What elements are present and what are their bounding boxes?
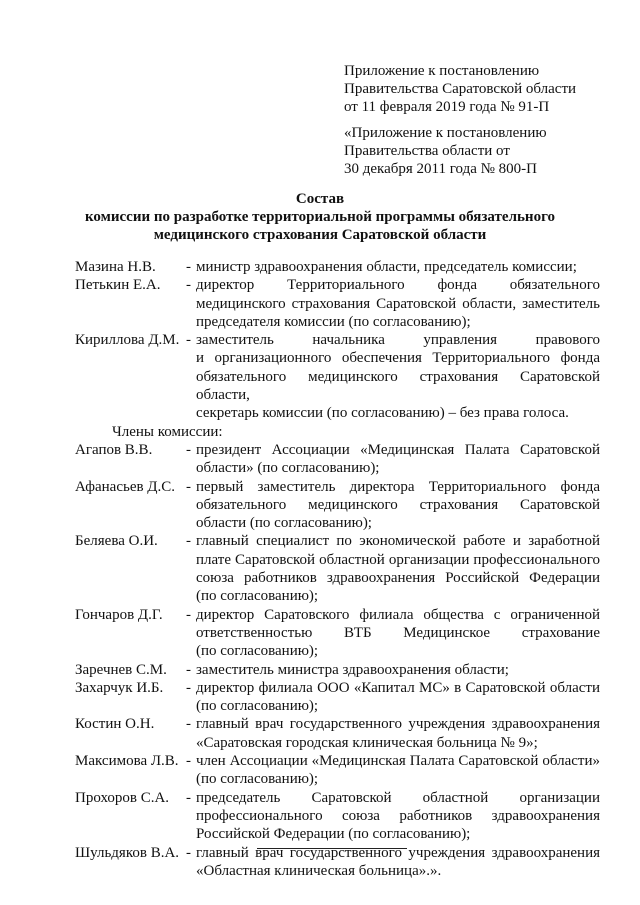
quote-line: Правительства области от <box>344 143 510 159</box>
description-line: профессионального союза работников здравоохранения <box>196 807 600 824</box>
description-line: секретарь комиссии (по согласованию) – без права голоса. <box>196 405 569 422</box>
commission-member-row <box>75 715 600 752</box>
member-dash: - <box>186 277 191 294</box>
member-description <box>196 606 600 661</box>
commission-member-row <box>75 478 600 533</box>
appendix-line: Правительства Саратовской области <box>344 81 577 97</box>
commission-member-row <box>75 441 600 478</box>
member-dash: - <box>186 716 191 733</box>
commission-member-row <box>75 661 600 679</box>
members-list <box>75 441 600 880</box>
member-description <box>196 661 600 679</box>
appendix-line: от 11 февраля 2019 года № 91-П <box>344 99 550 115</box>
commission-member-row <box>75 679 600 716</box>
description-line: «Саратовская городская клиническая больница № 9»; <box>196 734 538 751</box>
description-line: директор филиала ООО «Капитал МС» в Саратовской области <box>196 679 600 696</box>
commission-member-row <box>75 258 600 276</box>
commission-member-row <box>75 331 600 422</box>
appendix-line: Приложение к постановлению <box>344 63 540 79</box>
commission-member-row <box>75 276 600 331</box>
member-dash: - <box>186 679 191 696</box>
quote-line: 30 декабря 2011 года № 800-П <box>344 161 538 177</box>
closing-rule <box>257 848 407 849</box>
description-line: (по согласованию); <box>196 588 319 605</box>
member-dash: - <box>186 844 191 861</box>
member-name: Шульдяков В.А. <box>75 844 180 861</box>
appendix-header <box>344 62 624 116</box>
member-description <box>196 789 600 844</box>
member-description <box>196 679 600 716</box>
member-description <box>196 532 600 605</box>
member-name: Мазина Н.В. <box>75 259 156 275</box>
member-dash: - <box>186 606 191 623</box>
member-description <box>196 258 600 276</box>
member-dash: - <box>186 789 191 806</box>
member-description <box>196 276 600 331</box>
description-line: ответственностью ВТБ Медицинское страхование <box>196 624 600 641</box>
description-line: главный врач государственного учреждения здравоохранения <box>196 844 600 861</box>
member-name: Беляева О.И. <box>75 533 158 550</box>
member-dash: - <box>186 259 191 275</box>
description-line: (по согласованию); <box>196 643 319 660</box>
description-line: главный врач государственного учреждения здравоохранения <box>196 716 600 733</box>
member-dash: - <box>186 332 191 349</box>
description-line: союза работников здравоохранения Российской Федерации <box>196 570 600 587</box>
member-description <box>196 331 600 422</box>
member-name: Кириллова Д.М. <box>75 332 180 349</box>
description-line: президент Ассоциации «Медицинская Палата Саратовской <box>196 441 600 458</box>
description-line: Российской Федерации (по согласованию); <box>196 826 471 843</box>
description-line: заместитель начальника управления правового <box>196 332 600 349</box>
description-line: первый заместитель директора Территориального фонда <box>196 478 600 495</box>
title-line: медицинского страхования Саратовской области <box>153 227 487 243</box>
description-line: области (по согласованию); <box>196 515 372 532</box>
description-line: (по согласованию); <box>196 698 319 715</box>
member-name: Афанасьев Д.С. <box>75 478 176 495</box>
description-line: председателя комиссии (по согласованию); <box>196 313 471 330</box>
commission-list <box>75 258 600 880</box>
quoted-appendix-header <box>344 124 624 178</box>
title-line: Состав <box>295 191 345 207</box>
member-dash: - <box>186 478 191 495</box>
member-name: Захарчук И.Б. <box>75 679 164 696</box>
member-name: Заречнев С.М. <box>75 661 167 678</box>
member-name: Гончаров Д.Г. <box>75 606 163 623</box>
title-line: комиссии по разработке территориальной программы обязательного <box>84 209 556 225</box>
description-line: главный специалист по экономической работе и заработной <box>196 533 600 550</box>
member-name: Агапов В.В. <box>75 441 153 458</box>
commission-member-row <box>75 532 600 605</box>
description-line: член Ассоциации «Медицинская Палата Саратовской области» <box>196 753 600 770</box>
member-dash: - <box>186 533 191 550</box>
member-dash: - <box>186 441 191 458</box>
description-line: министр здравоохранения области, председатель комиссии; <box>196 259 577 275</box>
description-line: «Областная клиническая больница».». <box>196 862 442 879</box>
member-dash: - <box>186 661 191 678</box>
description-line: обязательного медицинского страхования Саратовской <box>196 496 600 513</box>
member-dash: - <box>186 753 191 770</box>
commission-member-row <box>75 752 600 789</box>
members-label: Члены комиссии: <box>112 423 223 440</box>
description-line: плате Саратовской областной организации профессионального <box>196 551 600 568</box>
member-name: Максимова Л.В. <box>75 753 179 770</box>
description-line: директор Саратовского филиала общества с ограниченной <box>196 606 600 623</box>
description-line: и организационного обеспечения Территориального фонда <box>196 350 600 367</box>
leadership-list <box>75 258 600 423</box>
description-line: медицинского страхования Саратовской области, заместитель <box>196 295 600 312</box>
member-description <box>196 715 600 752</box>
member-name: Костин О.Н. <box>75 716 155 733</box>
description-line: председатель Саратовской областной организации <box>196 789 600 806</box>
member-name: Прохоров С.А. <box>75 789 170 806</box>
description-line: заместитель министра здравоохранения области; <box>196 661 509 678</box>
member-description <box>196 752 600 789</box>
member-description <box>196 478 600 533</box>
member-description <box>196 441 600 478</box>
description-line: (по согласованию); <box>196 771 319 788</box>
commission-member-row <box>75 606 600 661</box>
description-line: области» (по согласованию); <box>196 460 380 477</box>
member-name: Петькин Е.А. <box>75 277 161 294</box>
quote-line: «Приложение к постановлению <box>344 125 547 141</box>
commission-member-row <box>75 789 600 844</box>
description-line: обязательного медицинского страхования Саратовской области, <box>196 368 600 404</box>
document-title <box>60 190 580 244</box>
description-line: директор Территориального фонда обязательного <box>196 277 600 294</box>
